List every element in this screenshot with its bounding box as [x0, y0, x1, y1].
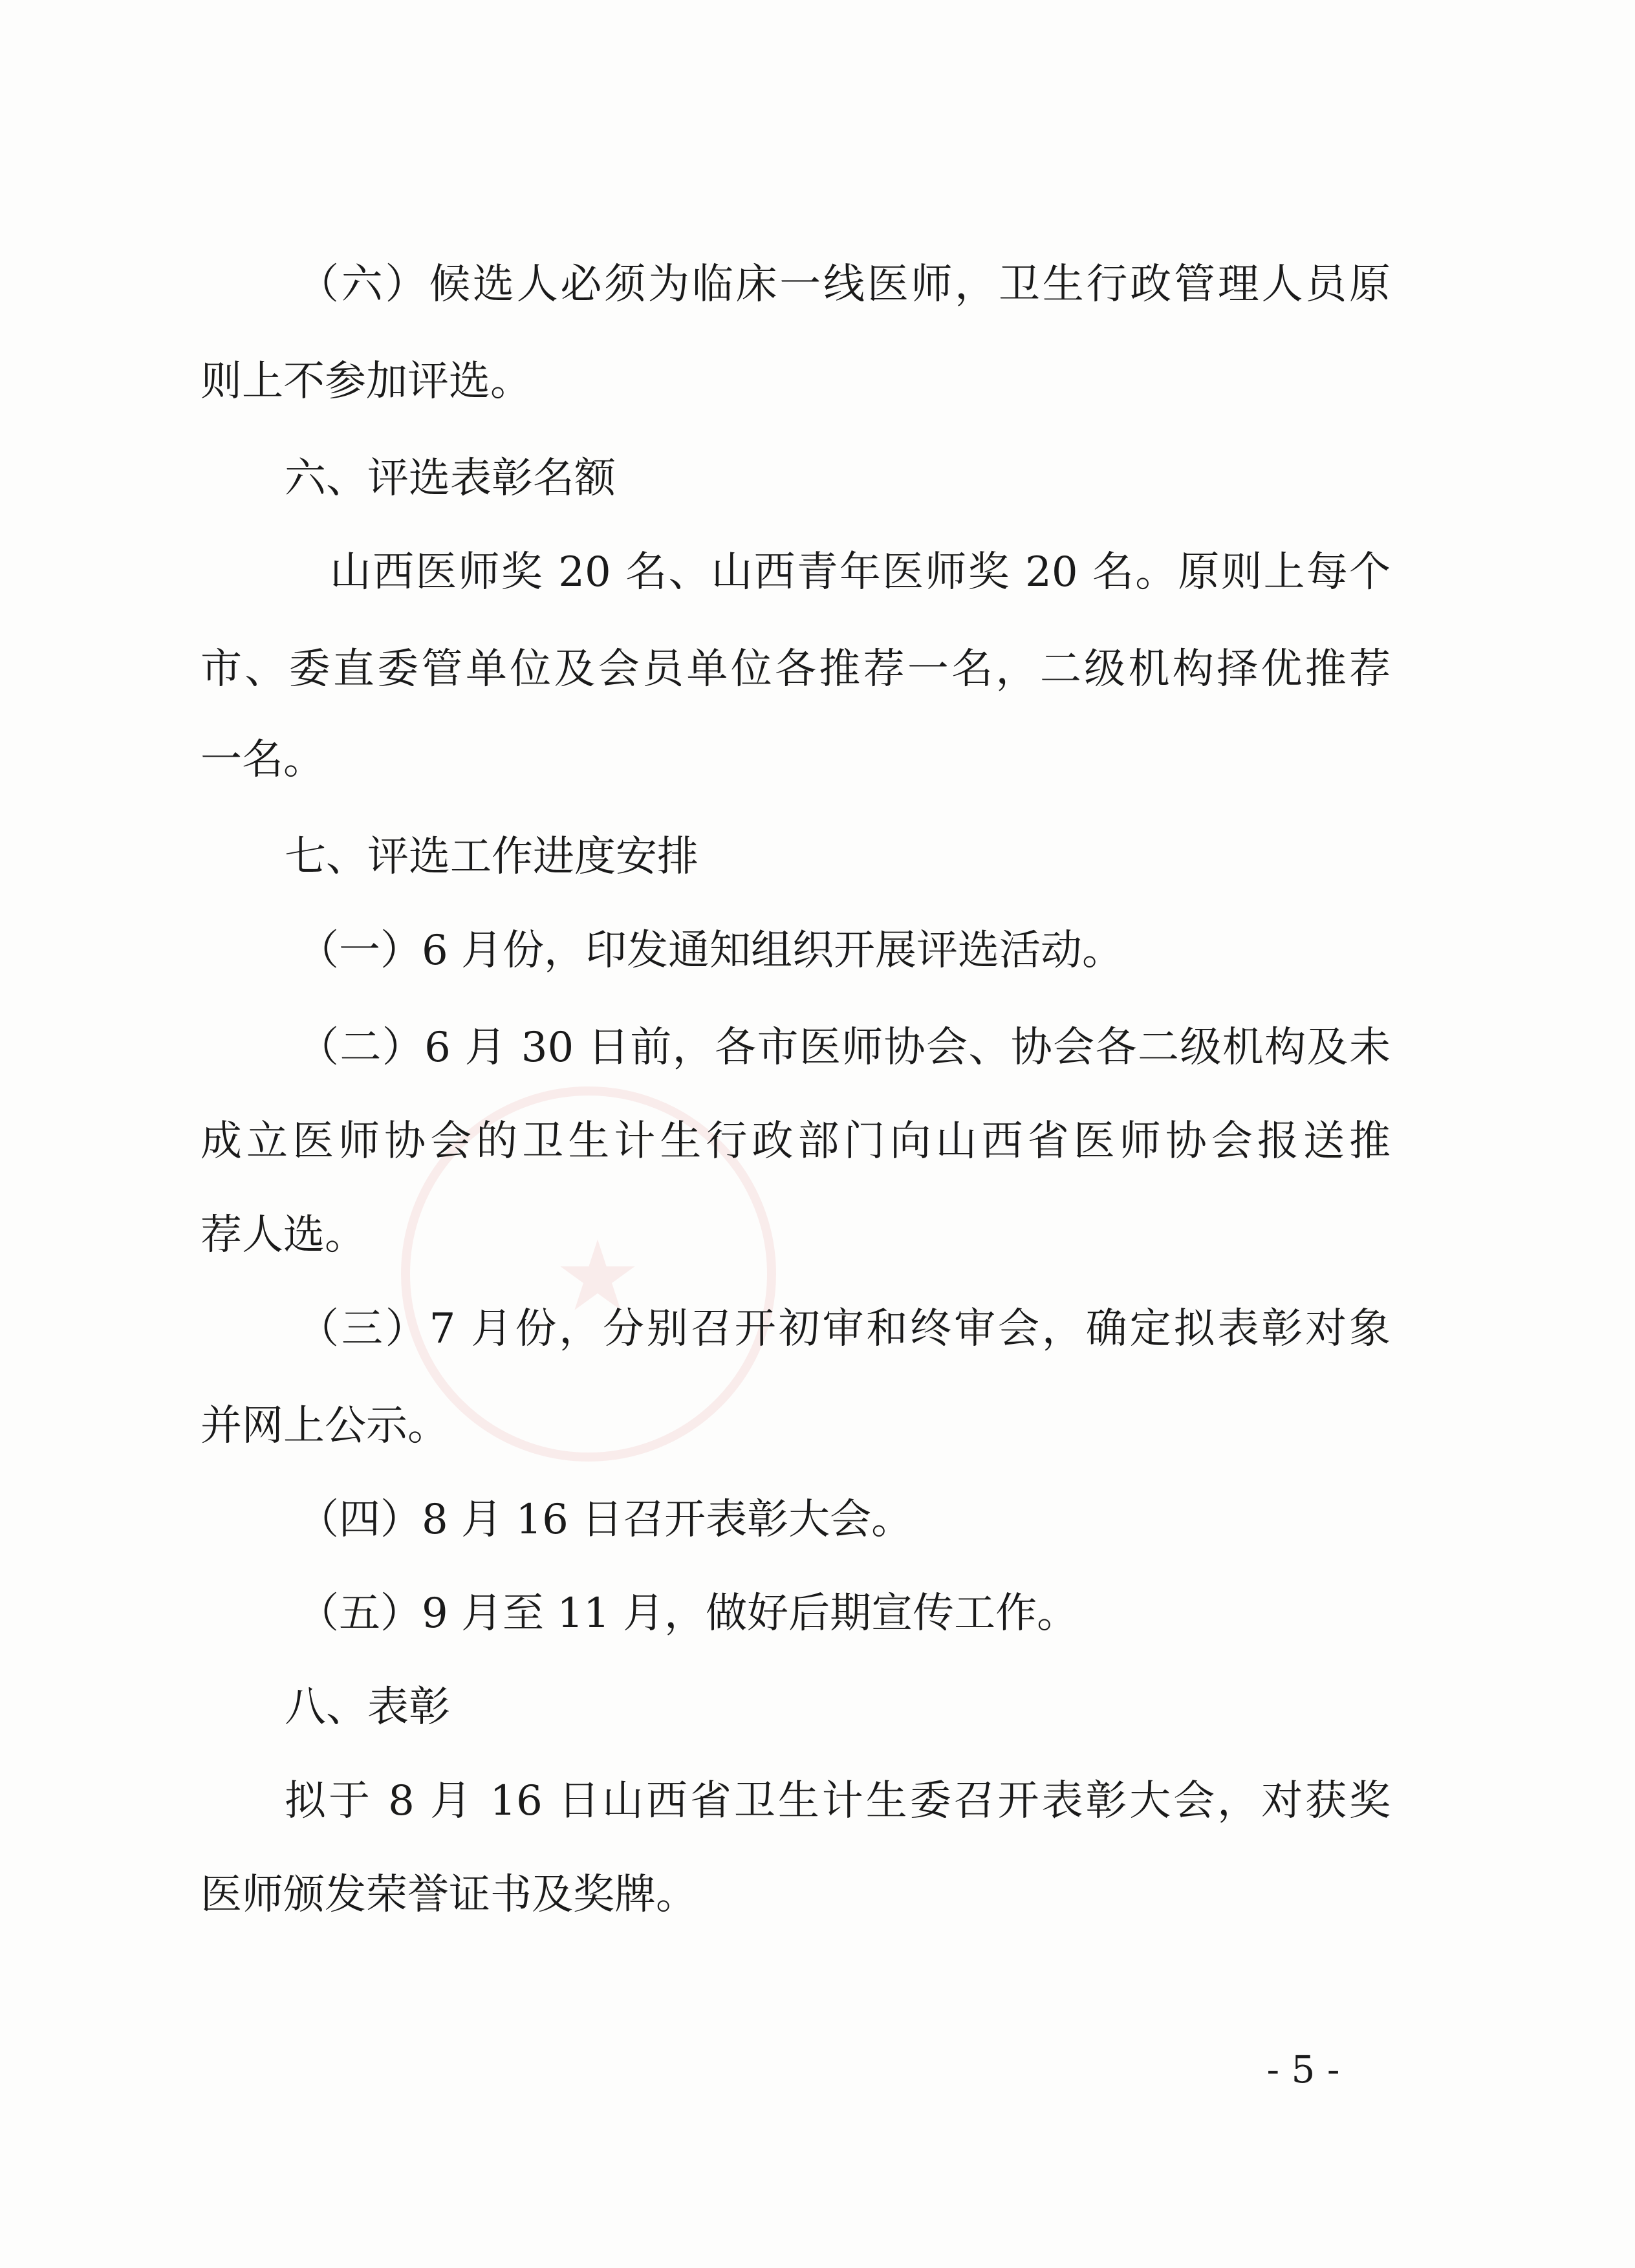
- paragraph-line: （六）候选人必须为临床一线医师，卫生行政管理人员原: [298, 261, 1391, 308]
- paragraph-line: 并网上公示。: [200, 1402, 449, 1450]
- paragraph-line: 则上不参加评选。: [200, 358, 532, 405]
- paragraph-line: （四）8 月 16 日召开表彰大会。: [298, 1496, 913, 1544]
- seal-star-icon: ★: [554, 1220, 642, 1333]
- paragraph-line: （五）9 月至 11 月，做好后期宣传工作。: [298, 1590, 1079, 1637]
- section-heading: 七、评选工作进度安排: [285, 833, 698, 881]
- paragraph-line: 山西医师奖 20 名、山西青年医师奖 20 名。原则上每个: [330, 548, 1391, 596]
- page-number: - 5 -: [1266, 2047, 1340, 2091]
- paragraph-line: 荐人选。: [200, 1211, 366, 1259]
- section-heading: 八、表彰: [285, 1683, 450, 1731]
- paragraph-line: 一名。: [200, 736, 325, 784]
- paragraph-line: 拟于 8 月 16 日山西省卫生计生委召开表彰大会，对获奖: [285, 1777, 1391, 1825]
- paragraph-line: 成立医师协会的卫生计生行政部门向山西省医师协会报送推: [200, 1118, 1391, 1165]
- paragraph-line: （三）7 月份，分别召开初审和终审会，确定拟表彰对象: [298, 1305, 1391, 1353]
- paragraph-line: （二）6 月 30 日前，各市医师协会、协会各二级机构及未: [298, 1024, 1391, 1072]
- paragraph-line: （一）6 月份，印发通知组织开展评选活动。: [298, 927, 1124, 975]
- paragraph-line: 市、委直委管单位及会员单位各推荐一名，二级机构择优推荐: [200, 645, 1391, 693]
- section-heading: 六、评选表彰名额: [285, 455, 616, 502]
- paragraph-line: 医师颁发荣誉证书及奖牌。: [200, 1871, 697, 1919]
